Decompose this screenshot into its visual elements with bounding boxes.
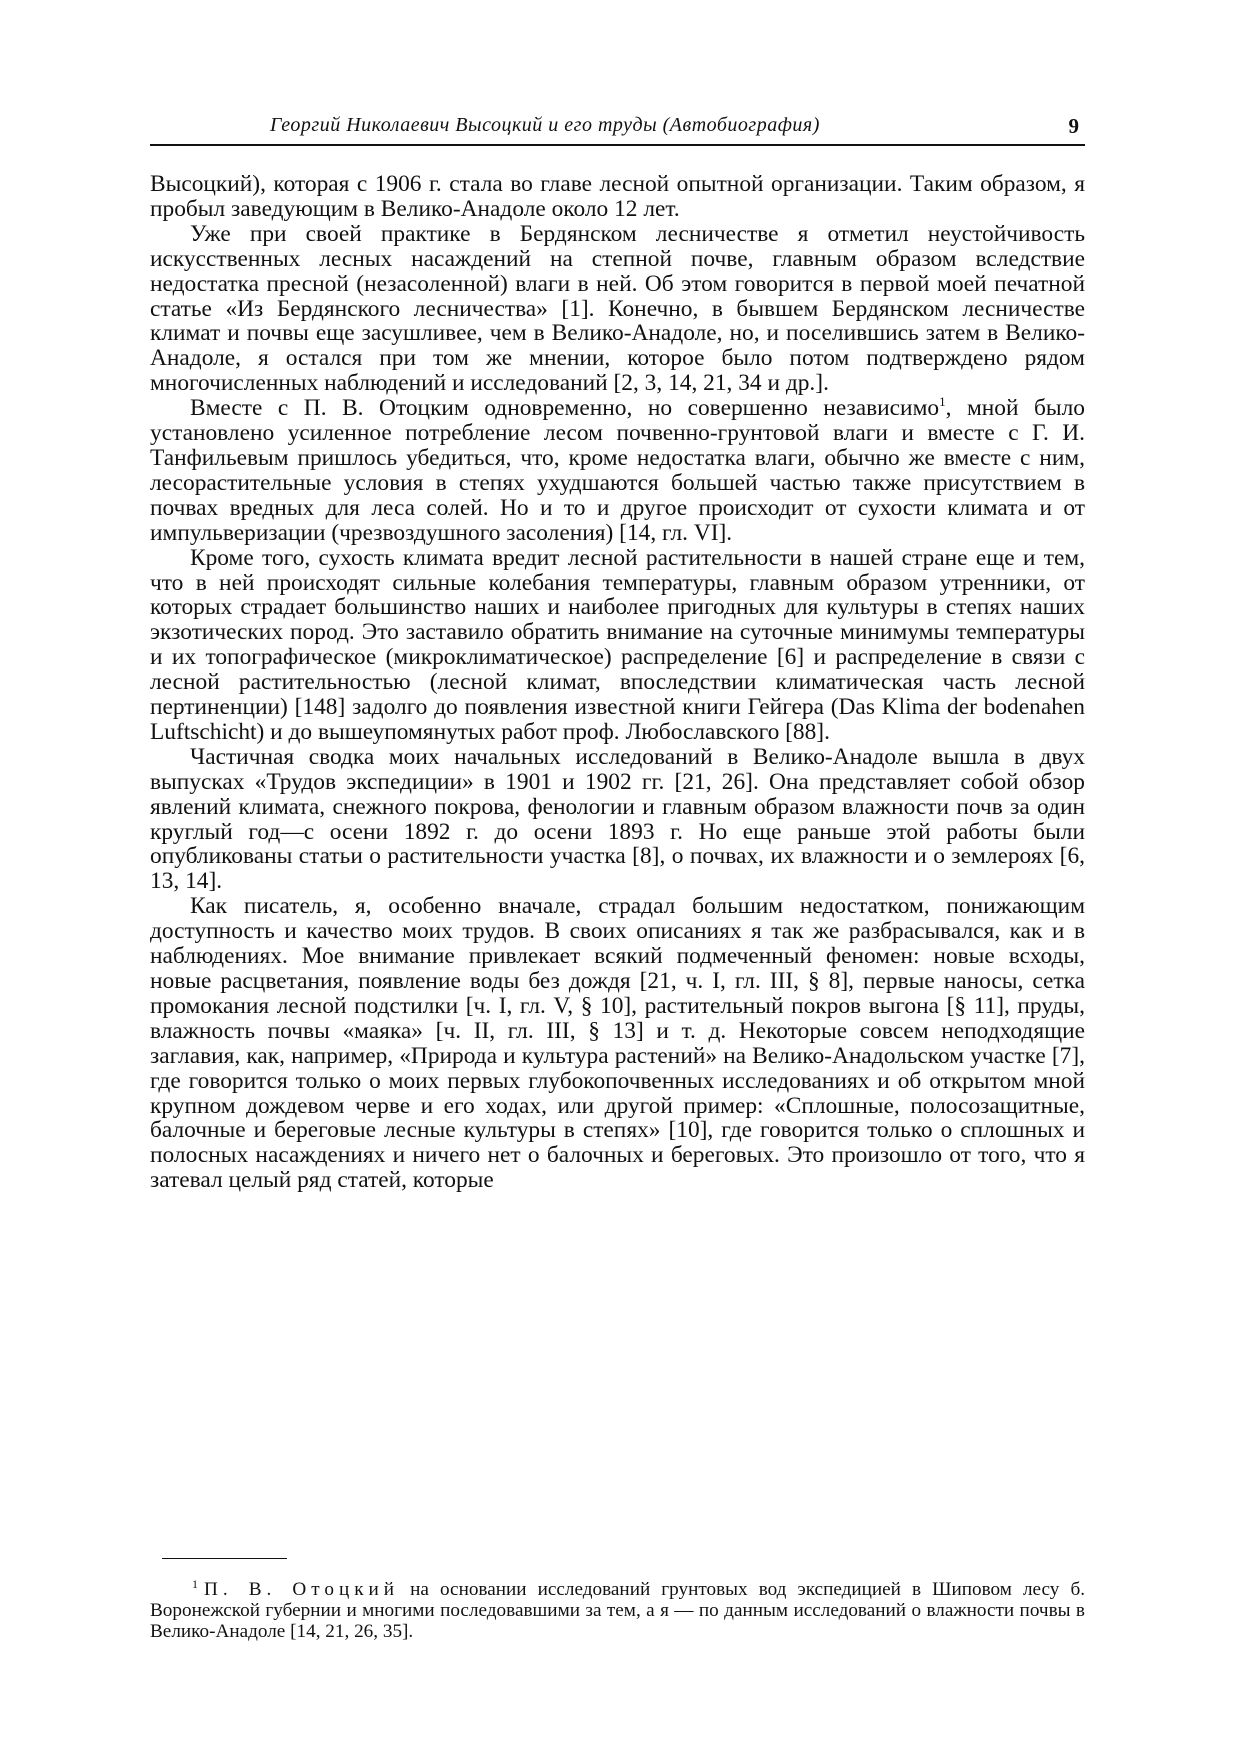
paragraph: Высоцкий), которая с 1906 г. стала во главе лесной опытной организации. Таким образом, я пробыл заведующим в Велико-Анадоле около 12 лет. bbox=[150, 171, 1085, 222]
paragraph-text: , мной было установлено усиленное потребление лесом почвенно-грунтовой влаги и вместе с Г. И. Танфильевым пришлось убедиться, что, кроме недостатка влаги, обычно же вместе с ним, лесорастительные условия в степях ухудшаются большей частью также присутствием в почвах вредных для леса солей. Но и то и другое происходит от сухости климата и от импульверизации (чрезвоздушного засоления) [14, гл. VI]. bbox=[150, 395, 1086, 546]
page-number: 9 bbox=[1068, 114, 1079, 138]
paragraph: Как писатель, я, особенно вначале, страдал большим недостатком, понижающим доступность и качество моих трудов. В своих описаниях я так же разбрасывался, как и в наблюдениях. Мое внимание привлекает всякий подмеченный феномен: новые всходы, новые расцветания, появление воды без дождя [21, ч. I, гл. III, § 8], первые наносы, сетка промокания лесной подстилки [ч. I, гл. V, § 10], растительный покров выгона [§ 11], пруды, влажность почвы «маяка» [ч. II, гл. III, § 13] и т. д. Некоторые совсем неподходящие заглавия, как, например, «Природа и культура растений» на Велико-Анадольском участке [7], где говорится только о моих первых глубокопочвенных исследованиях и об открытом мной крупном дождевом черве и его ходах, или другой пример: «Сплошные, полосозащитные, балочные и береговые лесные культуры в степях» [10], где говорится только о сплошных и полосных насаждениях и ничего нет о балочных и береговых. Это произошло от того, что я затевал целый ряд статей, которые bbox=[150, 893, 1085, 1194]
footnote-text: на основании исследований грунтовых вод экспедицией в Шиповом лесу б. Воронежской губернии и многими последовавшими за тем, а я — по данным исследований о влажности почвы в Велико-Анадоле [14, 21, 26, 35]. bbox=[150, 1579, 1086, 1642]
paragraph bbox=[150, 396, 1085, 545]
paragraph: Уже при своей практике в Бердянском лесничестве я отметил неустойчивость искусственных лесных насаждений на степной почве, главным образом вследствие недостатка пресной (незасоленной) влаги в ней. Об этом говорится в первой моей печатной статье «Из Бердянского лесничества» [1]. Конечно, в бывшем Бердянском лесничестве климат и почвы еще засушливее, чем в Велико-Анадоле, но, и поселившись затем в Велико-Анадоле, я остался при том же мнении, которое было потом подтверждено рядом многочисленных наблюдений и исследований [2, 3, 14, 21, 34 и др.]. bbox=[150, 220, 1085, 397]
body-text bbox=[150, 172, 1085, 1193]
paragraph: Частичная сводка моих начальных исследований в Велико-Анадоле вышла в двух выпусках «Трудов экспедиции» в 1901 и 1902 гг. [21, 26]. Она представляет собой обзор явлений климата, снежного покрова, фенологии и главным образом влажности почв за один круглый год—с осени 1892 г. до осени 1893 г. Но еще раньше этой работы были опубликованы статьи о растительности участка [8], о почвах, их влажности и о землероях [6, 13, 14]. bbox=[150, 743, 1085, 895]
footnote bbox=[150, 1576, 1086, 1642]
footnote-mark: 1 bbox=[192, 1576, 198, 1591]
running-head: Георгий Николаевич Высоцкий и его труды (Автобиография) bbox=[270, 114, 820, 136]
footnote-author: П. В. Отоцкий bbox=[204, 1579, 400, 1600]
page-header bbox=[150, 114, 1085, 146]
paragraph-text: Вместе с П. В. Отоцким одновременно, но совершенно независимо bbox=[190, 395, 940, 422]
paragraph: Кроме того, сухость климата вредит лесной растительности в нашей стране еще и тем, что в ней происходят сильные колебания температуры, главным образом утренники, от которых страдает большинство наших и наиболее пригодных для культуры в степях наших экзотических пород. Это заставило обратить внимание на суточные минимумы температуры и их топографическое (микроклиматическое) распределение [6] и распределение в связи с лесной растительностью (лесной климат, впоследствии климатическая часть лесной пертиненции) [148] задолго до появления известной книги Гейгера (Das Klima der bodenahen Luftschicht) и до вышеупомянутых работ проф. Любославского [88]. bbox=[150, 544, 1085, 745]
footnote-reference: 1 bbox=[939, 394, 946, 410]
footnote-divider bbox=[162, 1558, 287, 1559]
